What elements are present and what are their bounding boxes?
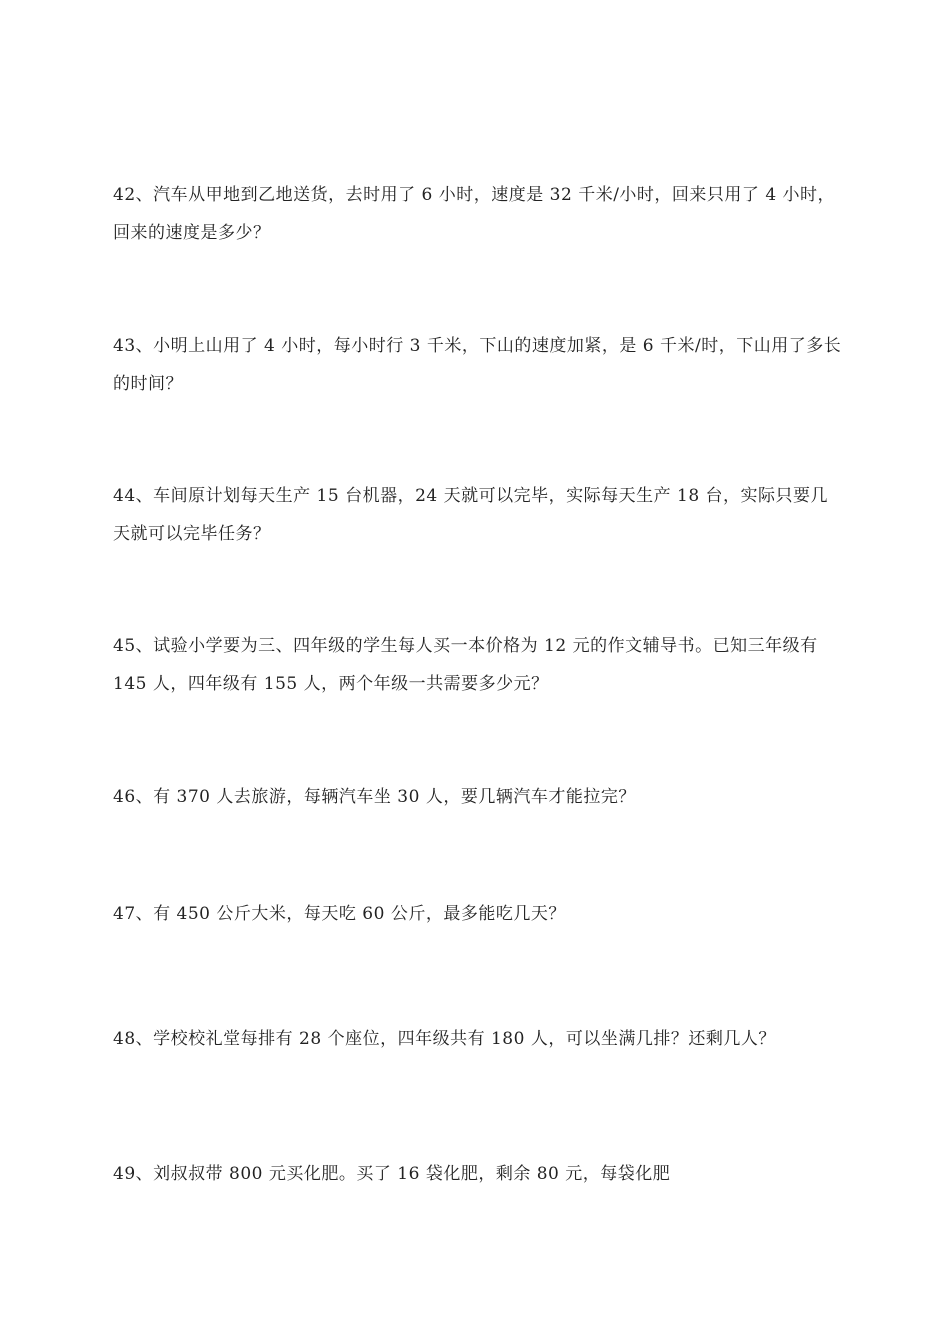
problem-43: 43、小明上山用了 4 小时，每小时行 3 千米，下山的速度加紧，是 6 千米/时，下山用了多长的时间？ (113, 336, 842, 394)
problem-46: 46、有 370 人去旅游，每辆汽车坐 30 人，要几辆汽车才能拉完？ (113, 787, 636, 807)
problem-42: 42、汽车从甲地到乙地送货，去时用了 6 小时，速度是 32 千米/小时，回来只用了 4 小时，回来的速度是多少？ (113, 185, 836, 243)
problem-47: 47、有 450 公斤大米，每天吃 60 公斤，最多能吃几天？ (113, 904, 566, 924)
problem-44: 44、车间原计划每天生产 15 台机器，24 天就可以完毕，实际每天生产 18 台，实际只要几天就可以完毕任务？ (113, 486, 829, 544)
problem-49: 49、刘叔叔带 800 元买化肥。买了 16 袋化肥，剩余 80 元，每袋化肥 (113, 1164, 671, 1184)
problem-45: 45、试验小学要为三、四年级的学生每人买一本价格为 12 元的作文辅导书。已知三年级有 145 人，四年级有 155 人，两个年级一共需要多少元？ (113, 636, 818, 694)
problem-48: 48、学校校礼堂每排有 28 个座位，四年级共有 180 人，可以坐满几排？还剩几人？ (113, 1029, 776, 1049)
